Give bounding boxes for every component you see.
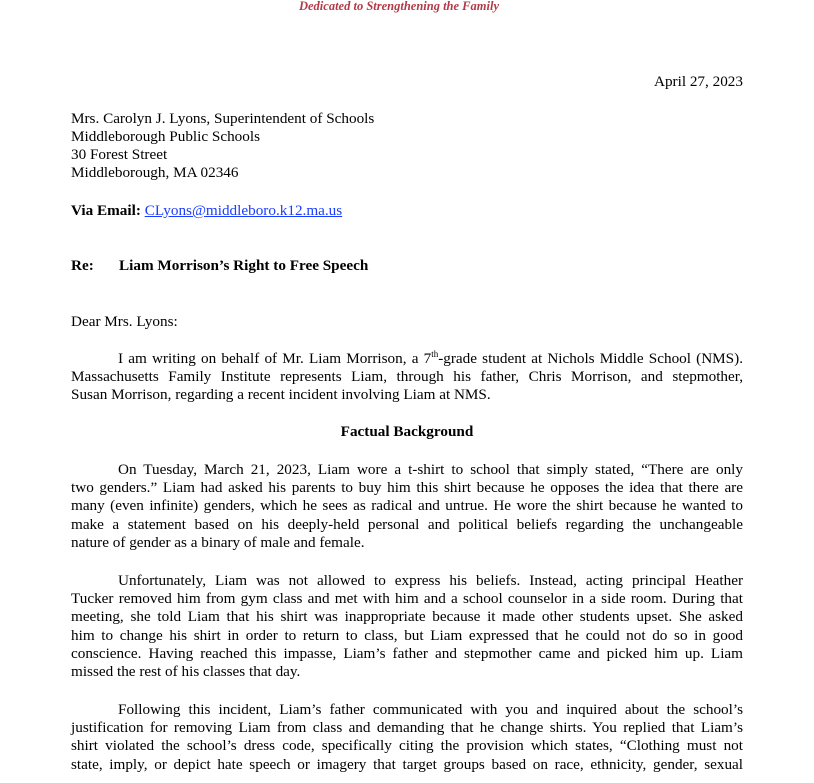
paragraph-line: Unfortunately, Liam was not allowed to express his beliefs. Instead, acting principal Heather xyxy=(118,572,743,589)
intro-line xyxy=(71,350,743,368)
ordinal-suffix: th xyxy=(431,348,439,359)
recipient-line: 30 Forest Street xyxy=(71,146,168,163)
section-heading: Factual Background xyxy=(340,423,474,440)
paragraph-line: Tucker removed him from gym class and met with him and a school counselor in a side room. During that xyxy=(71,590,743,608)
intro-paragraph xyxy=(71,350,743,405)
intro-line-1-post: -grade student at Nichols Middle School (NMS). xyxy=(438,350,743,367)
paragraph-line: him to change his shirt in order to return to class, but Liam expressed that he could not do so in good xyxy=(71,626,743,644)
paragraph-line: state, imply, or depict hate speech or imagery that target groups based on race, ethnicity, gender, sexual xyxy=(71,755,743,773)
intro-line: Massachusetts Family Institute represents Liam, through his father, Chris Morrison, and stepmother, xyxy=(71,368,743,386)
salutation: Dear Mrs. Lyons: xyxy=(71,313,178,330)
paragraph-line: nature of gender as a binary of male and female. xyxy=(71,533,365,551)
letterhead-tagline: Dedicated to Strengthening the Family xyxy=(298,0,499,13)
recipient-line: Middleborough Public Schools xyxy=(71,128,260,145)
via-email xyxy=(71,202,342,220)
via-email-label: Via Email: xyxy=(71,202,141,219)
paragraph-line: conscience. Having reached this impasse, Liam’s father and stepmother came and picked him up. Liam xyxy=(71,644,743,662)
email-link[interactable]: CLyons@middleboro.k12.ma.us xyxy=(144,202,343,219)
recipient-address xyxy=(71,110,374,182)
body-paragraph-2 xyxy=(71,572,743,681)
subject-label: Re: xyxy=(71,257,94,274)
body-paragraph-3 xyxy=(71,701,743,774)
paragraph-line: missed the rest of his classes that day. xyxy=(71,663,301,681)
intro-line-1-pre: I am writing on behalf of Mr. Liam Morrison, a 7 xyxy=(118,350,432,367)
paragraph-line: shirt violated the school’s dress code, specifically citing the provision which states, “Clothing must not xyxy=(71,737,743,755)
subject-line xyxy=(71,257,368,275)
paragraph-line: make a statement based on his deeply-held personal and political beliefs regarding the unchangeable xyxy=(71,515,743,533)
paragraph-line: two genders.” Liam had asked his parents to buy him this shirt because he opposes the idea that there are xyxy=(71,479,743,497)
paragraph-line: meeting, she told Liam that his shirt was inappropriate because it made other students upset. She asked xyxy=(71,608,743,626)
subject-text: Liam Morrison’s Right to Free Speech xyxy=(119,257,369,274)
recipient-line: Mrs. Carolyn J. Lyons, Superintendent of Schools xyxy=(71,110,375,127)
paragraph-line: many (even infinite) genders, which he sees as radical and untrue. He wore the shirt because he wanted to xyxy=(71,497,743,515)
recipient-line: Middleborough, MA 02346 xyxy=(71,164,239,181)
paragraph-line: justification for removing Liam from class and demanding that he change shirts. You replied that Liam’s xyxy=(71,719,743,737)
body-paragraph-1 xyxy=(71,461,743,552)
intro-line: Susan Morrison, regarding a recent incident involving Liam at NMS. xyxy=(71,386,491,404)
paragraph-line: Following this incident, Liam’s father communicated with you and inquired about the school’s xyxy=(118,701,743,718)
letter-date: April 27, 2023 xyxy=(653,73,743,90)
paragraph-line: On Tuesday, March 21, 2023, Liam wore a t-shirt to school that simply stated, “There are only xyxy=(118,461,743,478)
